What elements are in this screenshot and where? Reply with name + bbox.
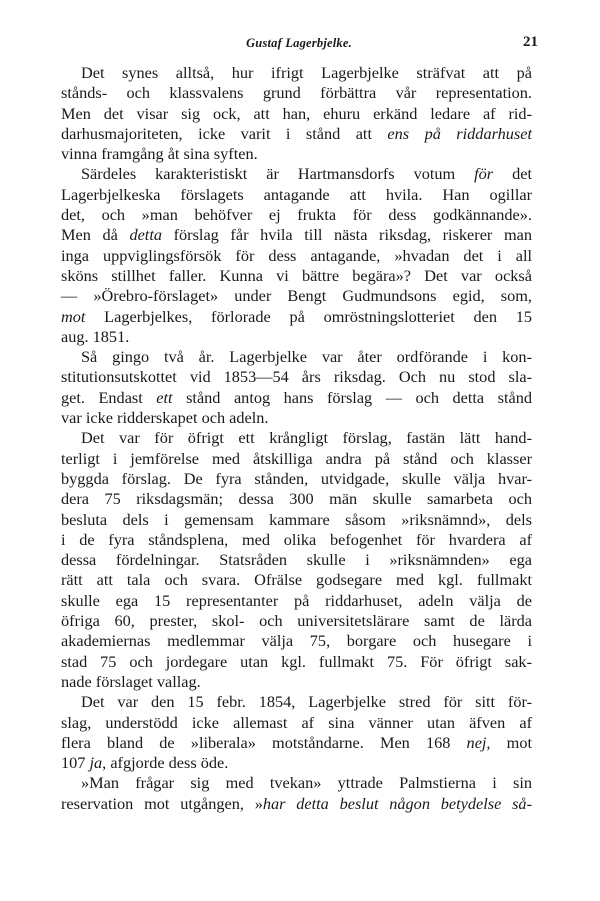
text-segment: stad 75 och jordegare utan kgl. fullmakt 75. För öfrigt sak-: [61, 651, 532, 671]
text-segment: sköns stillhet faller. Kunna vi bättre begära»? Det var också: [61, 265, 532, 285]
italic-text: ett: [156, 387, 173, 407]
text-segment: det: [493, 164, 532, 184]
text-line: [61, 794, 532, 814]
text-segment: flera bland de »liberala» motståndarne. Men 168: [61, 732, 467, 752]
text-segment: Det synes alltså, hur ifrigt Lagerbjelke sträfvat att på: [81, 63, 532, 82]
text-segment: mot: [490, 732, 532, 752]
body-text: [61, 63, 532, 814]
text-segment: reservation mot utgången, »: [61, 793, 263, 813]
text-line: [61, 63, 532, 83]
text-line: [61, 510, 532, 530]
text-segment: slag, understödd icke allemast af sina vänner utan äfven af: [61, 712, 532, 732]
text-line: [61, 530, 532, 550]
text-segment: »Man frågar sig med tvekan» yttrade Palmstierna i sin: [81, 773, 532, 793]
text-line: [61, 591, 532, 611]
text-line: [61, 631, 532, 651]
paragraph: [61, 773, 532, 814]
italic-text: ja,: [89, 753, 107, 773]
text-line: [61, 449, 532, 469]
text-segment: Det var den 15 febr. 1854, Lagerbjelke stred för sitt för-: [81, 692, 532, 712]
text-segment: förslag får hvila till nästa riksdag, riskerer man: [162, 225, 532, 245]
text-line: [61, 286, 532, 306]
paragraph: [61, 347, 532, 428]
text-segment: Så gingo två år. Lagerbjelke var åter ordförande i kon-: [81, 347, 532, 367]
text-segment: besluta dels i gemensam kammare såsom »riksnämnd», dels: [61, 509, 532, 529]
text-line: [61, 347, 532, 367]
text-segment: stitutionsutskottet vid 1853—54 års riksdag. Och nu stod sla-: [61, 367, 532, 387]
text-line: [61, 408, 532, 428]
text-segment: byggda förslag. De fyra stånden, utvidgade, skulle välja hvar-: [61, 468, 532, 488]
text-segment: inga uppviglingsförsök för dess antagande, »hvadan det i all: [61, 245, 532, 265]
text-segment: Lagerbjelkeska förslagets antagande att hvila. Han ogillar: [61, 184, 532, 204]
italic-text: för: [474, 164, 494, 184]
text-line: [61, 672, 532, 692]
italic-text: nej,: [466, 732, 491, 752]
text-segment: darhusmajoriteten, icke varit i stånd att: [61, 123, 388, 143]
text-line: [61, 652, 532, 672]
text-segment: stånd antog hans förslag — och detta stånd: [172, 387, 533, 407]
text-segment: Men då: [61, 225, 130, 245]
text-segment: vinna framgång åt sina syften.: [61, 144, 258, 164]
text-line: [61, 469, 532, 489]
text-segment: Men det visar sig ock, att han, ehuru erkänd ledare af rid-: [61, 103, 532, 123]
text-line: [61, 205, 532, 225]
text-line: [61, 570, 532, 590]
text-segment: 107: [61, 753, 90, 773]
italic-text: mot: [61, 306, 86, 326]
text-line: [61, 733, 532, 753]
text-segment: i de fyra ståndsplena, med olika befogenhet för hvardera af: [61, 529, 532, 549]
text-segment: — »Örebro-förslaget» under Bengt Gudmundsons egid, som,: [61, 286, 532, 306]
italic-text: ens på riddarhuset: [387, 123, 532, 143]
text-line: [61, 388, 532, 408]
running-title: Gustaf Lagerbjelke.: [246, 36, 352, 50]
italic-text: har detta beslut någon betydelse så-: [262, 793, 532, 813]
text-line: [61, 692, 532, 712]
text-line: [61, 611, 532, 631]
text-line: [61, 713, 532, 733]
italic-text: detta: [129, 225, 162, 245]
paragraph: [61, 164, 532, 347]
text-line: [61, 428, 532, 448]
text-segment: var icke ridderskapet och adeln.: [61, 408, 269, 428]
text-line: [61, 164, 532, 184]
text-segment: öfriga 60, prester, skol- och universitetslärare samt de lärda: [61, 611, 532, 631]
text-segment: Lagerbjelkes, förlorade på omröstningslotteriet den 15: [85, 306, 532, 326]
paragraph: [61, 63, 532, 164]
text-segment: Särdeles karakteristiskt är Hartmansdorfs votum: [81, 164, 475, 184]
text-line: [61, 266, 532, 286]
text-line: [61, 367, 532, 387]
paragraph: [61, 428, 532, 692]
text-line: [61, 327, 532, 347]
text-line: [61, 124, 532, 144]
text-line: [61, 83, 532, 103]
text-segment: akademiernas medlemmar välja 75, borgare och husegare i: [61, 631, 532, 651]
text-segment: det, och »man behöfver ej frukta för dess godkännande».: [61, 205, 532, 225]
text-segment: stånds- och klassvalens grund förbättra vår representation.: [61, 83, 532, 103]
text-segment: dera 75 riksdagsmän; dessa 300 män skulle samarbeta och: [61, 489, 532, 509]
text-segment: get. Endast: [61, 387, 157, 407]
text-segment: nade förslaget vallag.: [61, 671, 201, 691]
text-line: [61, 185, 532, 205]
text-line: [61, 225, 532, 245]
text-line: [61, 773, 532, 793]
text-line: [61, 753, 532, 773]
text-line: [61, 246, 532, 266]
text-segment: terligt i jemförelse med åtskilliga andra på stånd och klasser: [61, 448, 532, 468]
text-line: [61, 550, 532, 570]
text-line: [61, 144, 532, 164]
text-segment: skulle ega 15 representanter på riddarhuset, adeln välja de: [61, 590, 532, 610]
page-header: [60, 36, 538, 54]
text-line: [61, 104, 532, 124]
text-line: [61, 489, 532, 509]
text-segment: rätt att tala och svara. Ofrälse godsegare med kgl. fullmakt: [61, 570, 532, 590]
text-segment: afgjorde dess öde.: [106, 753, 229, 773]
paragraph: [61, 692, 532, 773]
text-segment: Det var för öfrigt ett krångligt förslag, fastän lätt hand-: [81, 428, 532, 448]
page-number: 21: [523, 34, 538, 50]
text-segment: dessa fördelningar. Statsråden skulle i »riksnämnden» ega: [61, 550, 532, 570]
text-line: [61, 307, 532, 327]
text-segment: aug. 1851.: [61, 326, 130, 346]
